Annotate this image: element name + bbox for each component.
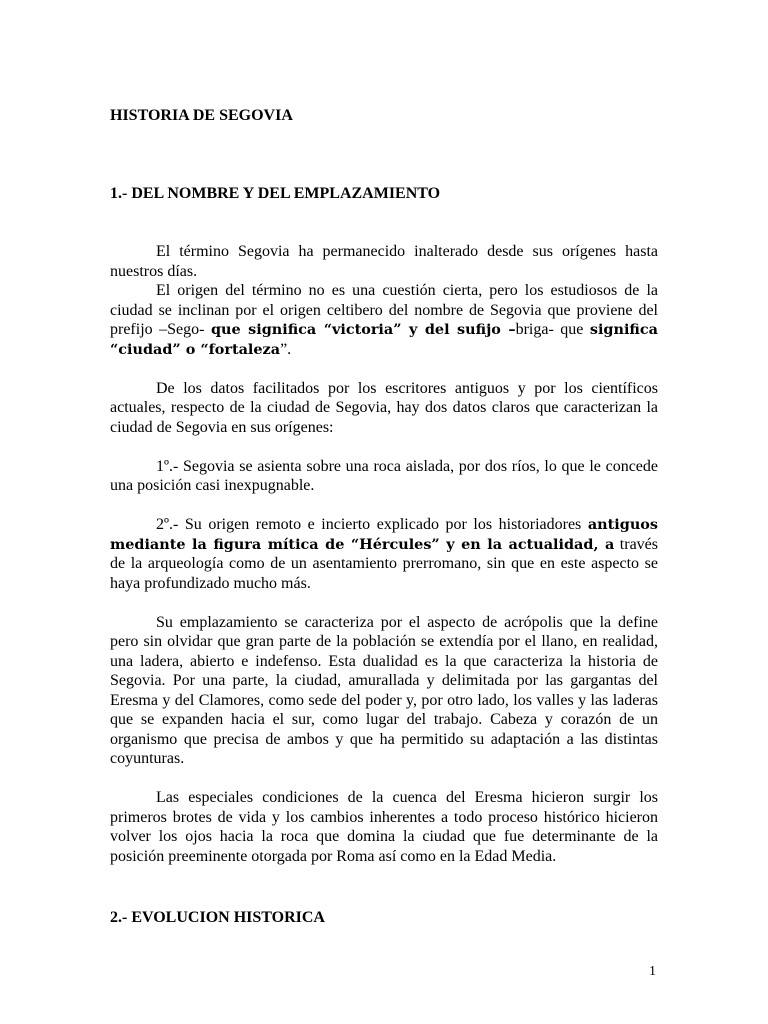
paragraph-origen-bold-b: significa “ciudad” o “fortaleza [110, 321, 658, 358]
paragraph-punto-2-text-b: través de la arqueología como de un asentamiento prerromano, sin que en este aspecto se haya profundizado mucho más. [110, 535, 659, 592]
paragraph-punto-1: 1º.- Segovia se asienta sobre una roca aislada, por dos ríos, lo que le concede una posición casi inexpugnable. [110, 457, 658, 494]
paragraph-origen-text-c: ”. [280, 340, 292, 358]
section-heading-evolucion-historica: 2.- EVOLUCION HISTORICA [110, 909, 325, 926]
page-number: 1 [649, 964, 656, 979]
section-body [110, 242, 658, 866]
paragraph-origen-text-b: briga- que [515, 321, 590, 338]
paragraph-punto-2 [110, 515, 658, 593]
paragraph-origen-bold-a: que significa “victoria” y del sufijo – [210, 321, 516, 338]
paragraph-punto-2-text-a: 2º.- Su origen remoto e incierto explicado por los historiadores [156, 516, 588, 533]
document-title: HISTORIA DE SEGOVIA [110, 107, 293, 124]
paragraph-datos: De los datos facilitados por los escritores antiguos y por los científicos actuales, respecto de la ciudad de Segovia, hay dos datos claros que caracterizan la ciudad de Segovia en sus orígenes: [110, 379, 658, 436]
paragraph-origen [110, 281, 658, 359]
paragraph-termino: El término Segovia ha permanecido inalterado desde sus orígenes hasta nuestros días. [110, 243, 658, 280]
document-page [110, 0, 658, 1024]
paragraph-cuenca-eresma: Las especiales condiciones de la cuenca del Eresma hicieron surgir los primeros brotes de vida y los cambios inherentes a todo proceso histórico hicieron volver los ojos hacia la roca que domina la ciudad que fue determinante de la posición preeminente otorgada por Roma así como en la Edad Media. [110, 789, 658, 865]
section-heading-nombre-emplazamiento: 1.- DEL NOMBRE Y DEL EMPLAZAMIENTO [110, 185, 441, 202]
paragraph-punto-2-bold: antiguos mediante la figura mítica de “Hércules” y en la actualidad, a [110, 516, 658, 553]
paragraph-emplazamiento: Su emplazamiento se caracteriza por el aspecto de acrópolis que la define pero sin olvidar que gran parte de la población se extendía por el llano, en realidad, una ladera, abierto e indefenso. Esta dualidad es la que caracteriza la historia de Segovia. Por una parte, la ciudad, amurallada y delimitada por las gargantas del Eresma y del Clamores, como sede del poder y, por otro lado, los valles y las laderas que se expanden hacia el sur, como lugar del trabajo. Cabeza y corazón de un organismo que precisa de ambos y que ha permitido su adaptación a las distintas coyunturas. [110, 613, 658, 767]
paragraph-origen-text-a: El origen del término no es una cuestión cierta, pero los estudiosos de la ciudad se inclinan por el origen celtibero del nombre de Segovia que proviene del prefijo –Sego- [110, 282, 658, 338]
